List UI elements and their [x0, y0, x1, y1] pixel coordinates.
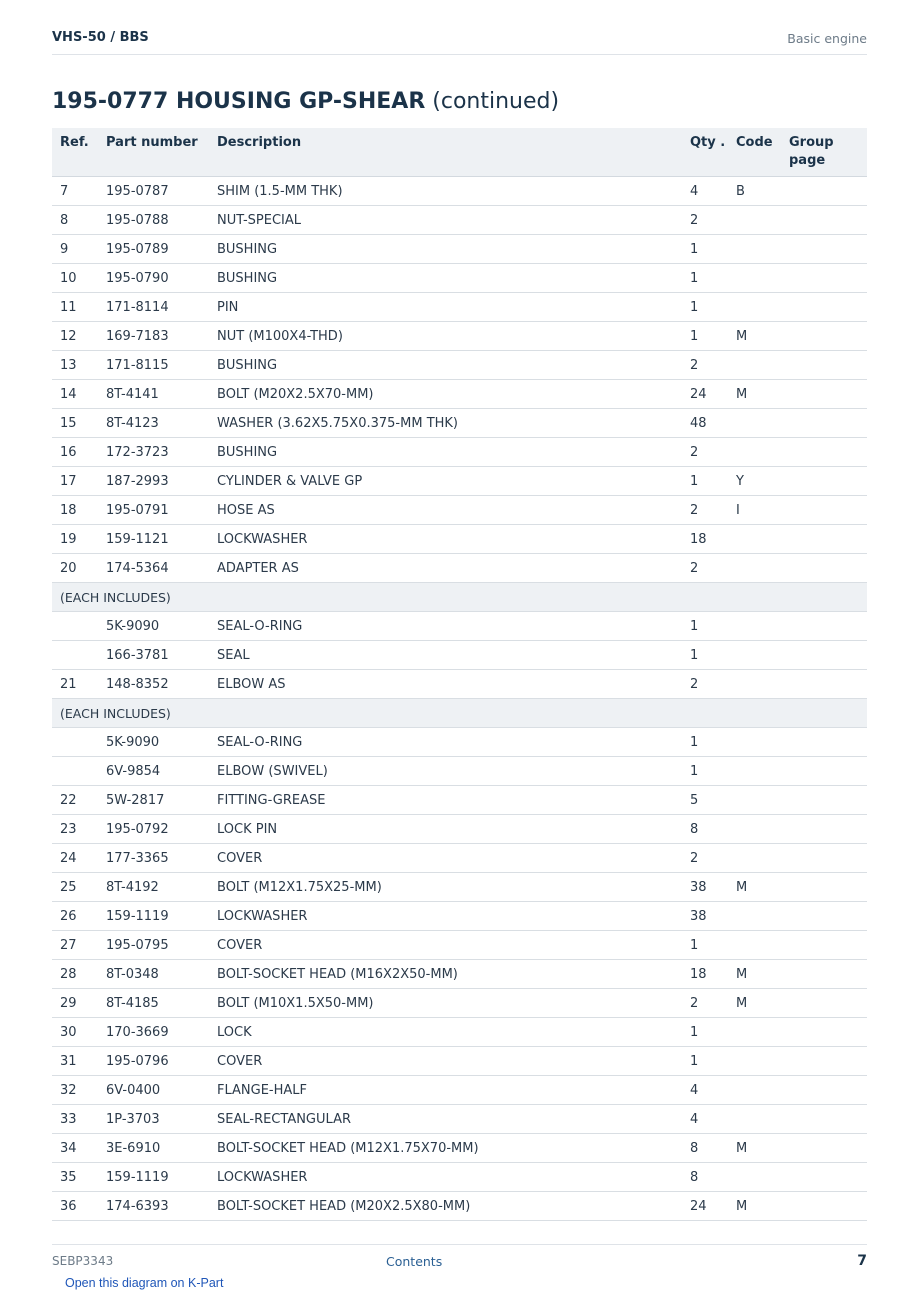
table-row	[52, 815, 867, 844]
ref-cell: 36	[52, 1192, 98, 1221]
group-page-cell	[781, 1105, 867, 1134]
part-number-cell: 177-3365	[98, 844, 209, 873]
group-label: (EACH INCLUDES)	[52, 699, 867, 728]
column-header-ref: Ref.	[52, 128, 98, 177]
table-row	[52, 757, 867, 786]
table-row	[52, 641, 867, 670]
qty-cell: 18	[682, 960, 728, 989]
ref-cell: 10	[52, 264, 98, 293]
qty-cell: 8	[682, 1163, 728, 1192]
ref-cell: 25	[52, 873, 98, 902]
description-cell: BUSHING	[209, 235, 682, 264]
ref-cell: 33	[52, 1105, 98, 1134]
ref-cell: 13	[52, 351, 98, 380]
description-cell: BOLT (M12X1.75X25-MM)	[209, 873, 682, 902]
group-page-cell	[781, 235, 867, 264]
group-page-cell	[781, 1192, 867, 1221]
ref-cell: 8	[52, 206, 98, 235]
group-page-cell	[781, 1076, 867, 1105]
qty-cell: 5	[682, 786, 728, 815]
code-cell	[728, 351, 781, 380]
description-cell: LOCK	[209, 1018, 682, 1047]
qty-cell: 38	[682, 902, 728, 931]
group-page-cell	[781, 757, 867, 786]
part-number-cell: 5W-2817	[98, 786, 209, 815]
qty-cell: 1	[682, 264, 728, 293]
ref-cell: 9	[52, 235, 98, 264]
page-header	[52, 28, 867, 55]
code-cell	[728, 206, 781, 235]
group-page-cell	[781, 902, 867, 931]
code-cell: B	[728, 177, 781, 206]
table-group-row	[52, 583, 867, 612]
table-row	[52, 380, 867, 409]
part-number-cell: 174-6393	[98, 1192, 209, 1221]
group-page-cell	[781, 786, 867, 815]
qty-cell: 48	[682, 409, 728, 438]
group-page-cell	[781, 960, 867, 989]
code-cell	[728, 1047, 781, 1076]
part-number-cell: 195-0787	[98, 177, 209, 206]
code-cell: M	[728, 1134, 781, 1163]
qty-cell: 2	[682, 554, 728, 583]
qty-cell: 2	[682, 206, 728, 235]
part-number-cell: 3E-6910	[98, 1134, 209, 1163]
description-cell: SEAL	[209, 641, 682, 670]
part-number-cell: 8T-0348	[98, 960, 209, 989]
table-row	[52, 1134, 867, 1163]
code-cell	[728, 1076, 781, 1105]
title-group-name: 195-0777 HOUSING GP-SHEAR	[52, 89, 426, 114]
part-number-cell: 195-0791	[98, 496, 209, 525]
part-number-cell: 159-1119	[98, 1163, 209, 1192]
group-page-cell	[781, 322, 867, 351]
description-cell: SEAL-O-RING	[209, 612, 682, 641]
table-row	[52, 902, 867, 931]
table-row	[52, 612, 867, 641]
group-page-cell	[781, 815, 867, 844]
description-cell: FLANGE-HALF	[209, 1076, 682, 1105]
code-cell	[728, 641, 781, 670]
qty-cell: 1	[682, 641, 728, 670]
code-cell	[728, 612, 781, 641]
qty-cell: 24	[682, 1192, 728, 1221]
qty-cell: 1	[682, 612, 728, 641]
part-number-cell: 5K-9090	[98, 728, 209, 757]
table-row	[52, 1047, 867, 1076]
table-row	[52, 931, 867, 960]
part-number-cell: 187-2993	[98, 467, 209, 496]
table-row	[52, 322, 867, 351]
part-number-cell: 170-3669	[98, 1018, 209, 1047]
ref-cell	[52, 641, 98, 670]
part-number-cell: 6V-9854	[98, 757, 209, 786]
group-page-cell	[781, 264, 867, 293]
table-row	[52, 1018, 867, 1047]
description-cell: PIN	[209, 293, 682, 322]
group-page-cell	[781, 177, 867, 206]
column-header-part-number: Part number	[98, 128, 209, 177]
table-row	[52, 786, 867, 815]
table-row	[52, 235, 867, 264]
document-id: SEBP3343	[52, 1254, 114, 1268]
group-label: (EACH INCLUDES)	[52, 583, 867, 612]
qty-cell: 2	[682, 438, 728, 467]
description-cell: HOSE AS	[209, 496, 682, 525]
code-cell	[728, 1105, 781, 1134]
qty-cell: 1	[682, 1018, 728, 1047]
code-cell	[728, 1018, 781, 1047]
parts-table-body	[52, 177, 867, 1221]
ref-cell: 26	[52, 902, 98, 931]
ref-cell: 31	[52, 1047, 98, 1076]
column-header-qty: Qty .	[682, 128, 728, 177]
code-cell	[728, 1163, 781, 1192]
description-cell: BOLT-SOCKET HEAD (M20X2.5X80-MM)	[209, 1192, 682, 1221]
table-row	[52, 960, 867, 989]
description-cell: SEAL-RECTANGULAR	[209, 1105, 682, 1134]
code-cell	[728, 786, 781, 815]
code-cell: I	[728, 496, 781, 525]
description-cell: ADAPTER AS	[209, 554, 682, 583]
qty-cell: 38	[682, 873, 728, 902]
contents-link[interactable]: Contents	[386, 1254, 443, 1269]
part-number-cell: 195-0790	[98, 264, 209, 293]
part-number-cell: 169-7183	[98, 322, 209, 351]
part-number-cell: 195-0788	[98, 206, 209, 235]
code-cell	[728, 438, 781, 467]
ref-cell: 7	[52, 177, 98, 206]
description-cell: BOLT-SOCKET HEAD (M12X1.75X70-MM)	[209, 1134, 682, 1163]
ref-cell: 11	[52, 293, 98, 322]
part-number-cell: 159-1119	[98, 902, 209, 931]
table-header-row	[52, 128, 867, 177]
description-cell: LOCKWASHER	[209, 525, 682, 554]
qty-cell: 1	[682, 728, 728, 757]
code-cell	[728, 757, 781, 786]
group-page-cell	[781, 351, 867, 380]
part-number-cell: 174-5364	[98, 554, 209, 583]
model-label: VHS-50 / BBS	[52, 30, 149, 45]
group-page-cell	[781, 1134, 867, 1163]
group-page-cell	[781, 293, 867, 322]
qty-cell: 2	[682, 351, 728, 380]
group-page-cell	[781, 989, 867, 1018]
table-row	[52, 989, 867, 1018]
part-number-cell: 148-8352	[98, 670, 209, 699]
qty-cell: 2	[682, 844, 728, 873]
ref-cell: 22	[52, 786, 98, 815]
table-row	[52, 351, 867, 380]
description-cell: LOCK PIN	[209, 815, 682, 844]
ref-cell: 15	[52, 409, 98, 438]
group-page-cell	[781, 1163, 867, 1192]
parts-table	[52, 128, 867, 1221]
qty-cell: 1	[682, 322, 728, 351]
description-cell: BOLT-SOCKET HEAD (M16X2X50-MM)	[209, 960, 682, 989]
part-number-cell: 8T-4141	[98, 380, 209, 409]
code-cell	[728, 554, 781, 583]
table-row	[52, 554, 867, 583]
column-header-description: Description	[209, 128, 682, 177]
code-cell	[728, 670, 781, 699]
table-row	[52, 206, 867, 235]
ref-cell: 23	[52, 815, 98, 844]
part-number-cell: 166-3781	[98, 641, 209, 670]
ref-cell: 18	[52, 496, 98, 525]
description-cell: COVER	[209, 1047, 682, 1076]
group-page-cell	[781, 612, 867, 641]
ref-cell	[52, 612, 98, 641]
group-page-cell	[781, 496, 867, 525]
page-title	[52, 89, 559, 114]
code-cell	[728, 728, 781, 757]
code-cell: M	[728, 873, 781, 902]
group-page-cell	[781, 380, 867, 409]
group-page-cell	[781, 525, 867, 554]
description-cell: NUT (M100X4-THD)	[209, 322, 682, 351]
table-row	[52, 177, 867, 206]
table-row	[52, 1105, 867, 1134]
table-row	[52, 264, 867, 293]
ref-cell: 12	[52, 322, 98, 351]
ref-cell: 35	[52, 1163, 98, 1192]
code-cell: M	[728, 322, 781, 351]
part-number-cell: 195-0792	[98, 815, 209, 844]
group-page-cell	[781, 554, 867, 583]
group-page-cell	[781, 467, 867, 496]
description-cell: BUSHING	[209, 351, 682, 380]
ref-cell: 29	[52, 989, 98, 1018]
description-cell: FITTING-GREASE	[209, 786, 682, 815]
group-page-cell	[781, 438, 867, 467]
group-page-cell	[781, 844, 867, 873]
table-group-row	[52, 699, 867, 728]
part-number-cell: 8T-4192	[98, 873, 209, 902]
description-cell: WASHER (3.62X5.75X0.375-MM THK)	[209, 409, 682, 438]
part-number-cell: 195-0795	[98, 931, 209, 960]
qty-cell: 4	[682, 177, 728, 206]
table-row	[52, 1192, 867, 1221]
description-cell: SEAL-O-RING	[209, 728, 682, 757]
table-row	[52, 1076, 867, 1105]
ref-cell: 30	[52, 1018, 98, 1047]
qty-cell: 1	[682, 1047, 728, 1076]
column-header-group-page: Group page	[781, 128, 867, 177]
qty-cell: 4	[682, 1076, 728, 1105]
part-number-cell: 195-0789	[98, 235, 209, 264]
ref-cell: 24	[52, 844, 98, 873]
table-row	[52, 467, 867, 496]
section-label: Basic engine	[787, 31, 867, 46]
code-cell	[728, 815, 781, 844]
table-row	[52, 728, 867, 757]
group-page-cell	[781, 873, 867, 902]
table-row	[52, 844, 867, 873]
description-cell: BOLT (M10X1.5X50-MM)	[209, 989, 682, 1018]
description-cell: COVER	[209, 931, 682, 960]
description-cell: COVER	[209, 844, 682, 873]
description-cell: ELBOW AS	[209, 670, 682, 699]
description-cell: BUSHING	[209, 438, 682, 467]
group-page-cell	[781, 409, 867, 438]
description-cell: BOLT (M20X2.5X70-MM)	[209, 380, 682, 409]
code-cell	[728, 931, 781, 960]
part-number-cell: 195-0796	[98, 1047, 209, 1076]
part-number-cell: 1P-3703	[98, 1105, 209, 1134]
group-page-cell	[781, 931, 867, 960]
description-cell: LOCKWASHER	[209, 1163, 682, 1192]
description-cell: NUT-SPECIAL	[209, 206, 682, 235]
part-number-cell: 8T-4185	[98, 989, 209, 1018]
table-row	[52, 409, 867, 438]
ref-cell: 34	[52, 1134, 98, 1163]
description-cell: LOCKWASHER	[209, 902, 682, 931]
table-row	[52, 670, 867, 699]
description-cell: ELBOW (SWIVEL)	[209, 757, 682, 786]
description-cell: CYLINDER & VALVE GP	[209, 467, 682, 496]
group-page-cell	[781, 1018, 867, 1047]
group-page-cell	[781, 1047, 867, 1076]
code-cell	[728, 235, 781, 264]
group-page-cell	[781, 728, 867, 757]
ref-cell	[52, 728, 98, 757]
code-cell: M	[728, 1192, 781, 1221]
ref-cell: 27	[52, 931, 98, 960]
page-number: 7	[857, 1253, 867, 1269]
part-number-cell: 8T-4123	[98, 409, 209, 438]
part-number-cell: 171-8115	[98, 351, 209, 380]
qty-cell: 4	[682, 1105, 728, 1134]
qty-cell: 1	[682, 467, 728, 496]
qty-cell: 1	[682, 235, 728, 264]
table-row	[52, 438, 867, 467]
kpart-diagram-link[interactable]: Open this diagram on K-Part	[65, 1276, 224, 1290]
part-number-cell: 171-8114	[98, 293, 209, 322]
group-page-cell	[781, 206, 867, 235]
qty-cell: 1	[682, 757, 728, 786]
part-number-cell: 5K-9090	[98, 612, 209, 641]
qty-cell: 8	[682, 1134, 728, 1163]
code-cell: M	[728, 989, 781, 1018]
table-row	[52, 525, 867, 554]
qty-cell: 1	[682, 293, 728, 322]
ref-cell: 19	[52, 525, 98, 554]
code-cell	[728, 293, 781, 322]
code-cell	[728, 409, 781, 438]
ref-cell	[52, 757, 98, 786]
group-page-cell	[781, 641, 867, 670]
code-cell: M	[728, 960, 781, 989]
part-number-cell: 159-1121	[98, 525, 209, 554]
code-cell	[728, 525, 781, 554]
code-cell	[728, 264, 781, 293]
column-header-code: Code	[728, 128, 781, 177]
qty-cell: 2	[682, 670, 728, 699]
qty-cell: 2	[682, 989, 728, 1018]
ref-cell: 20	[52, 554, 98, 583]
description-cell: BUSHING	[209, 264, 682, 293]
qty-cell: 18	[682, 525, 728, 554]
table-row	[52, 1163, 867, 1192]
ref-cell: 14	[52, 380, 98, 409]
description-cell: SHIM (1.5-MM THK)	[209, 177, 682, 206]
code-cell: M	[728, 380, 781, 409]
ref-cell: 17	[52, 467, 98, 496]
part-number-cell: 172-3723	[98, 438, 209, 467]
part-number-cell: 6V-0400	[98, 1076, 209, 1105]
ref-cell: 28	[52, 960, 98, 989]
qty-cell: 1	[682, 931, 728, 960]
table-row	[52, 293, 867, 322]
table-row	[52, 873, 867, 902]
code-cell: Y	[728, 467, 781, 496]
ref-cell: 32	[52, 1076, 98, 1105]
table-row	[52, 496, 867, 525]
qty-cell: 8	[682, 815, 728, 844]
code-cell	[728, 844, 781, 873]
ref-cell: 16	[52, 438, 98, 467]
title-suffix: (continued)	[432, 89, 560, 114]
ref-cell: 21	[52, 670, 98, 699]
code-cell	[728, 902, 781, 931]
qty-cell: 24	[682, 380, 728, 409]
group-page-cell	[781, 670, 867, 699]
qty-cell: 2	[682, 496, 728, 525]
